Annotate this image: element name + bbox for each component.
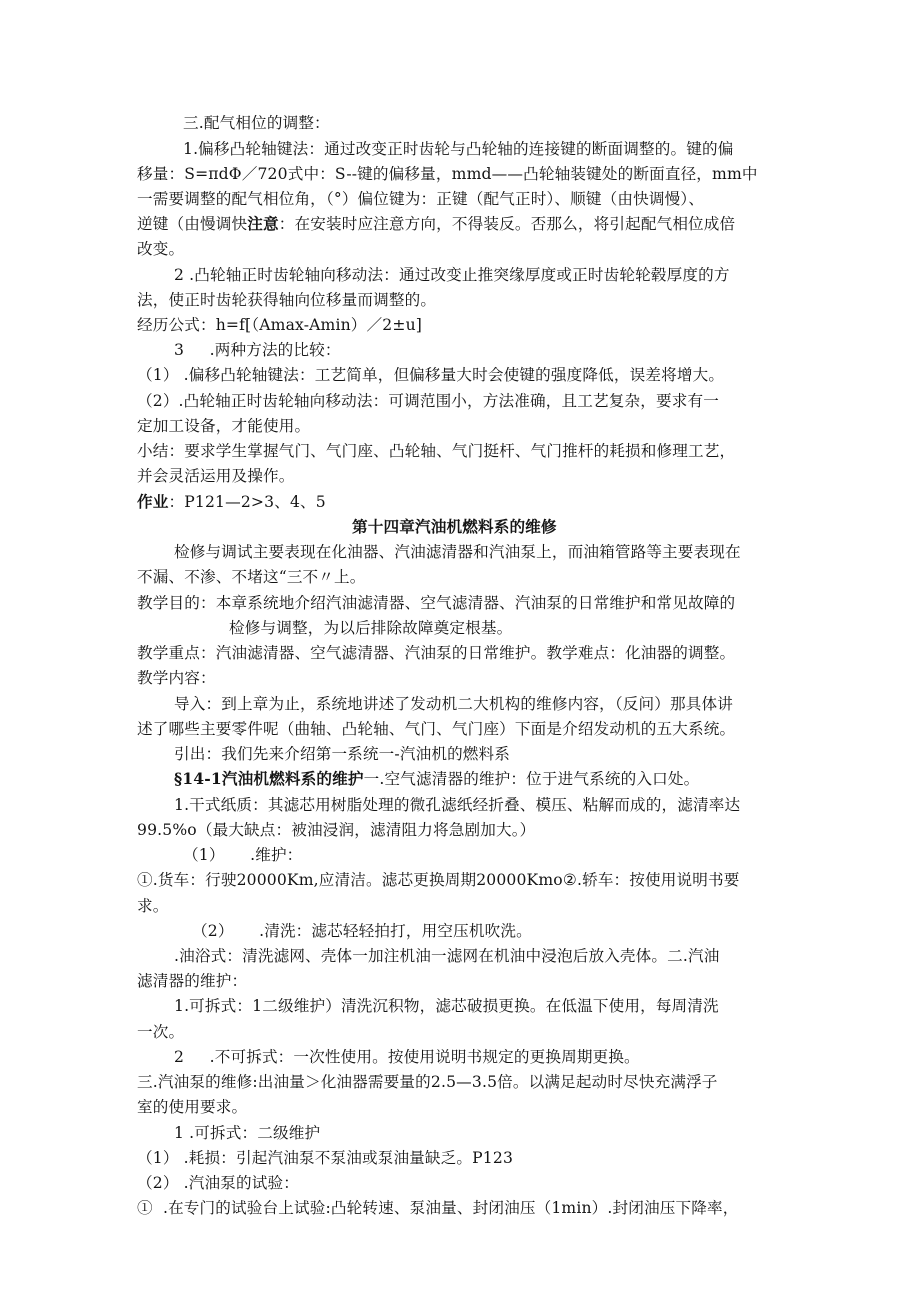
text-line: 定加工设备，才能使用。 — [137, 417, 311, 435]
text-line: 三.配气相位的调整： — [183, 114, 330, 132]
section-line — [174, 768, 699, 790]
text-line: 99.5%o（最大缺点：被油浸润，滤清阻力将急剧加大。） — [137, 821, 536, 839]
text-line: 室的使用要求。 — [137, 1098, 248, 1116]
text-line: 导入：到上章为止，系统地讲述了发动机二大机构的维修内容，（反问）那具体讲 — [174, 695, 733, 713]
text-line: 2 .凸轮轴正时齿轮轴向移动法：通过改变止推突缘厚度或正时齿轮轮毂厚度的方 — [174, 266, 730, 284]
text-line: .油浴式：清洗滤网、壳体一加注机油一滤网在机油中浸泡后放入壳体。二.汽油 — [174, 947, 720, 965]
homework-line — [137, 491, 326, 513]
text-line: 一需要调整的配气相位角，（°）偏位键为：正键（配气正时）、顺键（由快调慢）、 — [137, 190, 705, 208]
homework-label: 作业 — [137, 492, 169, 511]
section-heading: §14-1汽油机燃料系的维护 — [174, 769, 364, 788]
text-line: 引出：我们先来介绍第一系统一-汽油机的燃料系 — [174, 745, 511, 763]
text-line: ① .在专门的试验台上试验:凸轮转速、泵油量、封闭油压（1min）.封闭油压下降率， — [137, 1199, 739, 1217]
text-line: 1.偏移凸轮轴键法：通过改变正时齿轮与凸轮轴的连接键的断面调整的。键的偏 — [183, 140, 734, 158]
text-line: 教学内容： — [137, 669, 216, 687]
text-line: 1.干式纸质：其滤芯用树脂处理的微孔滤纸经折叠、模压、粘解而成的，滤清率达 — [174, 796, 741, 814]
chapter-title: 第十四章汽油机燃料系的维修 — [352, 518, 557, 536]
text-line: 移量：S=πdΦ／720式中：S--键的偏移量，mmd——凸轮轴装键处的断面直径，mm中 — [137, 165, 758, 183]
text-line: （1） .偏移凸轮轴键法：工艺简单，但偏移量大时会使键的强度降低，误差将增大。 — [137, 366, 725, 384]
text-line: （1） .维护： — [183, 846, 303, 864]
text-line: 检修与调试主要表现在化油器、汽油滤清器和汽油泵上，而油箱管路等主要表现在 — [174, 543, 741, 561]
emphasis-note: 注意 — [247, 214, 279, 233]
text-line: 经历公式：h=f[（Amax-Amin）／2±u] — [137, 316, 422, 334]
text-line: 小结：要求学生掌握气门、气门座、凸轮轴、气门挺杆、气门推杆的耗损和修理工艺， — [137, 442, 736, 460]
text-line: （2） .汽油泵的试验： — [137, 1174, 299, 1192]
text-run: ：在安装时应注意方向，不得装反。否那么，将引起配气相位成倍 — [278, 215, 736, 233]
text-line: 2 .不可拆式：一次性使用。按使用说明书规定的更换周期更换。 — [174, 1048, 640, 1066]
text-run: ：P121—2>3、4、5 — [168, 493, 326, 511]
text-line: 并会灵活运用及操作。 — [137, 467, 295, 485]
text-line: 教学目的：本章系统地介绍汽油滤清器、空气滤清器、汽油泵的日常维护和常见故障的 — [137, 594, 736, 612]
text-line: ①.货车：行驶20000Km,应清洁。滤芯更换周期20000Kmo②.轿车：按使用说明书要 — [137, 871, 740, 889]
text-line: （2）.凸轮轴正时齿轮轴向移动法：可调范围小，方法准确，且工艺复杂，要求有一 — [137, 392, 719, 410]
text-line: 滤清器的维护： — [137, 972, 248, 990]
text-line: 检修与调整，为以后排除故障奠定根基。 — [229, 619, 513, 637]
text-line: 三.汽油泵的维修:出油量＞化油器需要量的2.5—3.5倍。以满足起动时尽快充满浮子 — [137, 1073, 718, 1091]
text-line: 3 .两种方法的比较： — [174, 341, 341, 359]
text-line: 求。 — [137, 897, 169, 915]
text-line: 教学重点：汽油滤清器、空气滤清器、汽油泵的日常维护。教学难点：化油器的调整。 — [137, 644, 736, 662]
text-line: （2） .清洗：滤芯轻轻拍打，用空压机吹洗。 — [192, 922, 532, 940]
text-line: 不漏、不渗、不堵这“三不〃上。 — [137, 568, 366, 586]
text-run: 逆键（由慢调快 — [137, 215, 248, 233]
text-line — [137, 213, 735, 235]
text-line: 1.可拆式：1二级维护）清洗沉积物，滤芯破损更换。在低温下使用，每周清洗 — [174, 997, 719, 1015]
text-line: 述了哪些主要零件呢（曲轴、凸轮轴、气门、气门座）下面是介绍发动机的五大系统。 — [137, 720, 736, 738]
text-line: 一次。 — [137, 1023, 185, 1041]
text-line: 1 .可拆式：二级维护 — [174, 1124, 321, 1142]
text-line: （1） .耗损：引起汽油泵不泵油或泵油量缺乏。P123 — [137, 1149, 514, 1167]
text-line: 改变。 — [137, 240, 185, 258]
text-line: 法，使正时齿轮获得轴向位移量而调整的。 — [137, 291, 437, 309]
text-run: 一.空气滤清器的维护：位于进气系统的入口处。 — [363, 770, 700, 788]
